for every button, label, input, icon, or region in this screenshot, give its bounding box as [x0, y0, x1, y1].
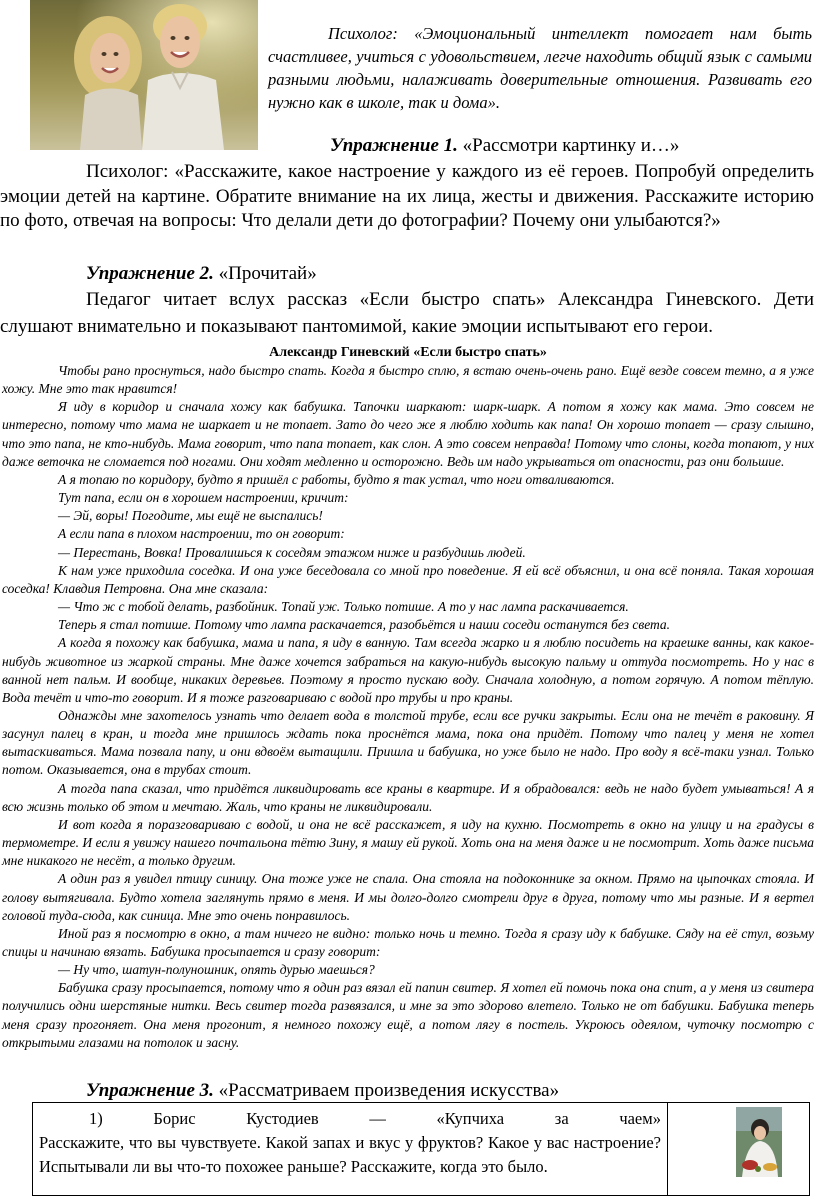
artwork-image-cell	[668, 1103, 809, 1195]
exercise-2-heading	[86, 262, 317, 286]
story-paragraph: Бабушка сразу просыпается, потому что я один раз вязал ей папин свитер. Я хотел ей помочь пока она спит, а у меня из свитера получились одни шерстяные нитки. Весь свитер тогда развязался, и мне за это здорово влетело. Только не от бабушки. Бабушка теперь меня сразу прогоняет. Она меня прогонит, я немного похожу ещё, а потом лягу в постель. Укроюсь одеялом, чуточку посмотрю с открытыми глазами на потолок и засну.	[2, 980, 814, 1050]
kustodiev-painting-thumbnail	[736, 1107, 782, 1177]
exercise-3-label: Упражнение 3.	[86, 1080, 214, 1101]
story-paragraph: Чтобы рано проснуться, надо быстро спать. Когда я быстро сплю, я встаю очень-очень рано. Ещё везде совсем темно, а я уже хожу. Мне это так нравится!	[2, 363, 814, 397]
artwork-questions: Расскажите, что вы чувствуете. Какой запах и вкус у фруктов? Какое у вас настроение? Испытывали ли вы что-то похожее раньше? Расскажите, когда это было.	[39, 1133, 661, 1176]
story-paragraph: А я топаю по коридору, будто я пришёл с работы, будто я так устал, что ноги отваливаются.	[58, 471, 615, 487]
dash: —	[369, 1109, 386, 1128]
exercise-1-label: Упражнение 1.	[330, 135, 458, 156]
story-title: Александр Гиневский «Если быстро спать»	[269, 345, 547, 360]
exercise-2-label: Упражнение 2.	[86, 263, 214, 284]
artwork-title-line	[39, 1107, 661, 1131]
story-paragraph: А тогда папа сказал, что придётся ликвидировать все краны в квартире. И я обрадовался: ведь не надо будет умываться! А я всю жизнь только об этом и мечтаю. Жаль, что краны не ликвидировали.	[2, 780, 814, 814]
exercise-1-title: «Рассмотри картинку и…»	[457, 135, 680, 156]
story-paragraph: А один раз я увидел птицу синицу. Она тоже уже не спала. Она стояла на подоконнике за окном. Прямо на цыпочках стояла. И голову вытягивала. Будто хотела заглянуть прямо в меня. И мы долго-долго смотрели друг в друга, потому что мы разные. И я вертел головой туда-сюда, как синица. Мне это очень понравилось.	[2, 871, 814, 923]
story-paragraph: Иной раз я посмотрю в окно, а там ничего не видно: только ночь и темно. Тогда я сразу иду к бабушке. Сяду на её стул, возьму спицы и начинаю вязать. Бабушка просыпается и сразу говорит:	[2, 925, 814, 959]
artwork-task-table	[32, 1102, 810, 1196]
story-paragraph: Однажды мне захотелось узнать что делает вода в толстой трубе, если все ручки закрыты. Если она не течёт в раковину. Я засунул палец в кран, и тогда мне пришлось ждать пока проснётся мама, пока она придёт. Потому что палец у меня не хотел вытаскиваться. Мама позвала папу, и они вдвоём вытащили. Пришла и бабушка, но уже было не надо. Про воду я всё-таки узнал. Только потом. Оказывается, она в трубах стоит.	[2, 707, 814, 778]
psychologist-quote: Психолог: «Эмоциональный интеллект помогает нам быть счастливее, учиться с удовольствием, легче находить общий язык с самыми разными людьми, налаживать доверительные отношения. Развивать его нужно как в школе, так и дома».	[268, 24, 812, 112]
story-paragraph: Теперь я стал потише. Потому что лампа раскачается, разобьётся и наши соседи останутся без света.	[58, 617, 671, 633]
story-paragraph: Тут папа, если он в хорошем настроении, кричит:	[58, 490, 349, 506]
story-paragraph: — Эй, воры! Погодите, мы ещё не выспались!	[58, 508, 323, 524]
story-paragraph: Я иду в коридор и сначала хожу как бабушка. Тапочки шаркают: шарк-шарк. А потом я хожу как мама. Это совсем не интересно, потому что мама не шаркает и не топает. Зато до чего же я люблю ходить как папа! Он хорошо топает — сразу слышно, что это папа, не кто-нибудь. Мама говорит, что папа топает, как слон. А это совсем неправда! Потому что слоны, когда топают, у них даже веточка не сломается под ногами. Они ходят медленно и осторожно. Ведь им надо укрываться от опасности, раз они большие.	[2, 399, 814, 469]
story-paragraph: — Перестань, Вовка! Провалишься к соседям этажом ниже и разбудишь людей.	[58, 544, 526, 560]
artwork-task-text	[33, 1103, 668, 1195]
exercise-2-title: «Прочитай»	[213, 263, 317, 284]
story-paragraph: К нам уже приходила соседка. И она уже беседовала со мной про поведение. Я ей всё объяснил, и она всё поняла. Такая хорошая соседка! Клавдия Петровна. Она мне сказала:	[2, 562, 814, 596]
exercise-3-title: «Рассматриваем произведения искусства»	[213, 1080, 560, 1101]
story-text	[2, 362, 814, 1052]
story-paragraph: — Ну что, шатун-полуношник, опять дурью маешься?	[58, 962, 375, 978]
story-paragraph: — Что ж с тобой делать, разбойник. Топай уж. Только потише. А то у нас лампа раскачивается.	[58, 599, 629, 615]
story-paragraph: А когда я похожу как бабушка, мама и папа, я иду в ванную. Там всегда жарко и я люблю посидеть на краешке ванны, как какое-нибудь животное из жаркой страны. Мне даже хочется забраться на какую-нибудь высокую пальму и оттуда посмотреть. Но у нас в ванной нет пальм. И вообще, никаких деревьев. Поэтому я просто пускаю воду. Сначала холодную, а потом горячую. А потом тёплую. Вода течёт и что-то говорит. И я тоже разговариваю с водой про трубы и про краны.	[2, 635, 814, 705]
children-photo	[30, 0, 258, 150]
artwork-title-word: за	[554, 1109, 569, 1128]
task-number: 1)	[89, 1109, 103, 1128]
exercise-2-text: Педагог читает вслух рассказ «Если быстро спать» Александра Гиневского. Дети слушают внимательно и показывают пантомимой, какие эмоции испытывают его герои.	[0, 289, 814, 337]
artist-first-name: Борис	[153, 1109, 196, 1128]
story-paragraph: А если папа в плохом настроении, то он говорит:	[58, 526, 345, 542]
story-paragraph: И вот когда я поразговариваю с водой, и она не всё расскажет, я иду на кухню. Посмотреть в окно на улицу и на градусы в термометре. И если я увижу нашего почтальона тётю Зину, я машу ей рукой. Хоть она на меня даже и не посмотрит. Хоть даже письма мне никакого не несёт, а только другим.	[2, 816, 814, 869]
artist-last-name: Кустодиев	[246, 1109, 319, 1128]
exercise-3-heading	[86, 1080, 559, 1102]
exercise-1-text: Психолог: «Расскажите, какое настроение у каждого из её героев. Попробуй определить эмоции детей на картине. Обратите внимание на их лица, жесты и движения. Расскажите историю по фото, отвечая на вопросы: Что делали дети до фотографии? Почему они улыбаются?»	[0, 161, 814, 231]
artwork-title-word: «Купчиха	[436, 1109, 505, 1128]
exercise-1-heading	[330, 134, 679, 158]
artwork-title-word: чаем»	[619, 1109, 661, 1128]
